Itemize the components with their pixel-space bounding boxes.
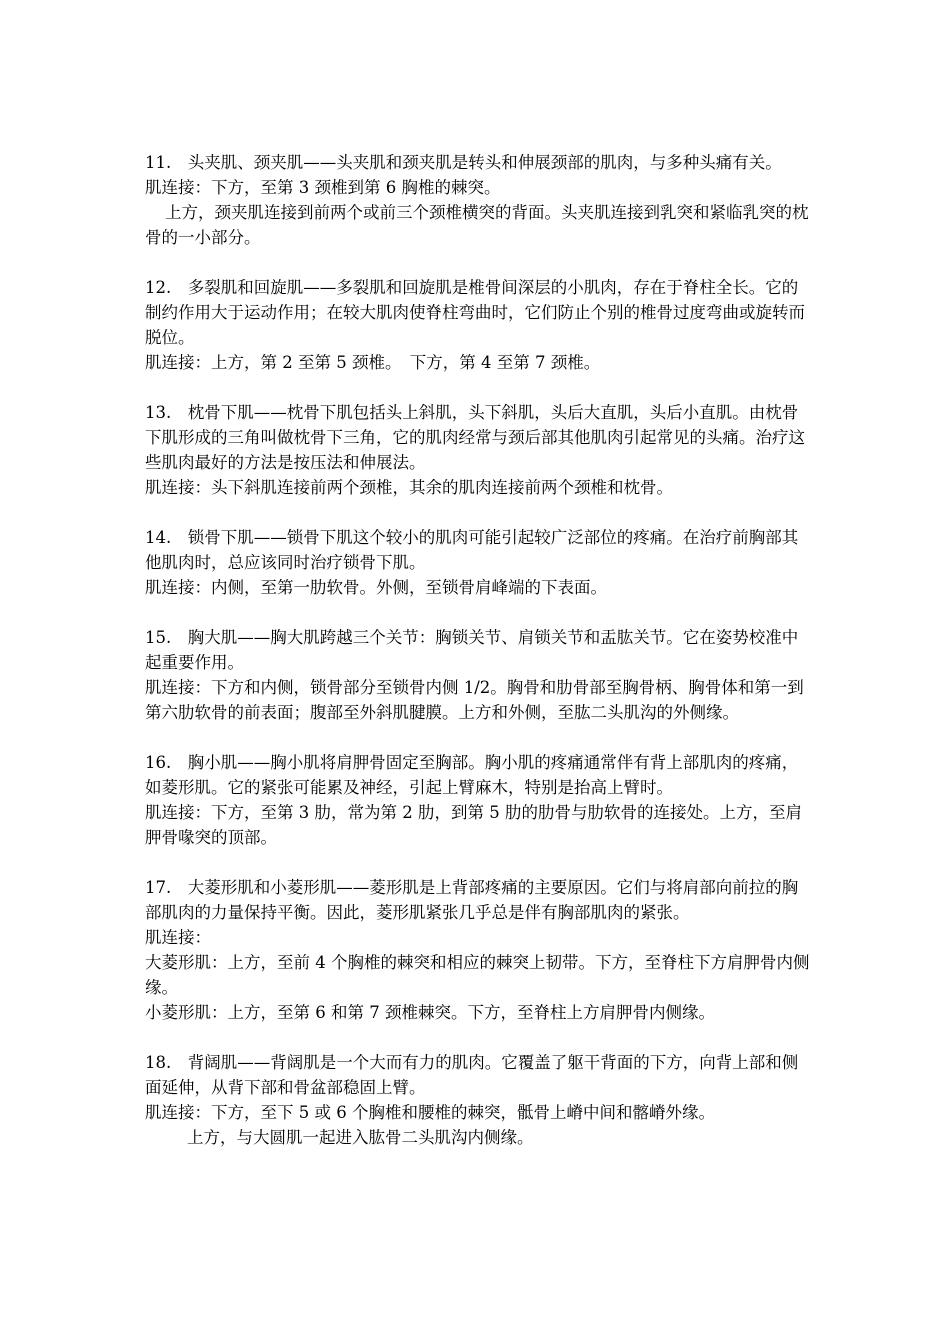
section-heading-paragraph: 14. 锁骨下肌——锁骨下肌这个较小的肌肉可能引起较广泛部位的疼痛。在治疗前胸部其他肌肉时，总应该同时治疗锁骨下肌。 [145,528,799,572]
document-body [145,150,810,1175]
attachment-upper: 上方，颈夹肌连接到前两个或前三个颈椎横突的背面。头夹肌连接到乳突和紧临乳突的枕骨的一小部分。 [145,203,809,247]
section-heading-paragraph: 18. 背阔肌——背阔肌是一个大而有力的肌肉。它覆盖了躯干背面的下方，向背上部和侧面延伸，从背下部和骨盆部稳固上臂。 [145,1053,799,1097]
section-17-rhomboids [145,875,810,1025]
attachment-label: 肌连接： [145,928,211,947]
section-14-subclavius [145,525,810,600]
section-heading-paragraph: 15. 胸大肌——胸大肌跨越三个关节：胸锁关节、肩锁关节和盂肱关节。它在姿势校准中起重要作用。 [145,628,799,672]
section-18-latissimus-dorsi [145,1050,810,1150]
attachment-rhomboid-major: 大菱形肌：上方，至前 4 个胸椎的棘突和相应的棘突上韧带。下方，至脊柱下方肩胛骨内侧缘。 [145,953,810,997]
section-heading-paragraph: 17. 大菱形肌和小菱形肌——菱形肌是上背部疼痛的主要原因。它们与将肩部向前拉的胸部肌肉的力量保持平衡。因此，菱形肌紧张几乎总是伴有胸部肌肉的紧张。 [145,878,799,922]
attachment-paragraph: 肌连接：上方，第 2 至第 5 颈椎。 下方，第 4 至第 7 颈椎。 [145,353,601,372]
attachment-paragraph: 肌连接：下方，至第 3 肋，常为第 2 肋，到第 5 肋的肋骨与肋软骨的连接处。上方，至肩胛骨喙突的顶部。 [145,803,802,847]
attachment-paragraph: 肌连接：头下斜肌连接前两个颈椎，其余的肌肉连接前两个颈椎和枕骨。 [145,478,673,497]
attachment-paragraph: 肌连接：内侧，至第一肋软骨。外侧，至锁骨肩峰端的下表面。 [145,578,607,597]
section-heading-paragraph: 12. 多裂肌和回旋肌——多裂肌和回旋肌是椎骨间深层的小肌肉，存在于脊柱全长。它的制约作用大于运动作用；在较大肌肉使脊柱弯曲时，它们防止个别的椎骨过度弯曲或旋转而脱位。 [145,278,805,347]
section-12-multifidus [145,275,810,375]
attachment-lower: 肌连接：下方，至下 5 或 6 个胸椎和腰椎的棘突，骶骨上嵴中间和髂嵴外缘。 [145,1103,715,1122]
attachment-upper: 上方，与大圆肌一起进入肱骨二头肌沟内侧缘。 [187,1128,534,1147]
section-11-splenius [145,150,810,250]
section-16-pectoralis-minor [145,750,810,850]
section-heading-paragraph: 13. 枕骨下肌——枕骨下肌包括头上斜肌，头下斜肌，头后大直肌，头后小直肌。由枕骨下肌形成的三角叫做枕骨下三角，它的肌肉经常与颈后部其他肌肉引起常见的头痛。治疗这些肌肉最好的方法是按压法和伸展法。 [145,403,805,472]
section-13-suboccipital [145,400,810,500]
attachment-lower: 肌连接：下方，至第 3 颈椎到第 6 胸椎的棘突。 [145,178,501,197]
attachment-paragraph: 肌连接：下方和内侧，锁骨部分至锁骨内侧 1/2。胸骨和肋骨部至胸骨柄、胸骨体和第一到第六肋软骨的前表面；腹部至外斜肌腱膜。上方和外侧，至肱二头肌沟的外侧缘。 [145,678,804,722]
attachment-rhomboid-minor: 小菱形肌：上方，至第 6 和第 7 颈椎棘突。下方，至脊柱上方肩胛骨内侧缘。 [145,1003,715,1022]
section-15-pectoralis-major [145,625,810,725]
section-heading-paragraph: 11. 头夹肌、颈夹肌——头夹肌和颈夹肌是转头和伸展颈部的肌肉，与多种头痛有关。 [145,153,782,172]
section-heading-paragraph: 16. 胸小肌——胸小肌将肩胛骨固定至胸部。胸小肌的疼痛通常伴有背上部肌肉的疼痛，如菱形肌。它的紧张可能累及神经，引起上臂麻木，特别是抬高上臂时。 [145,753,799,797]
